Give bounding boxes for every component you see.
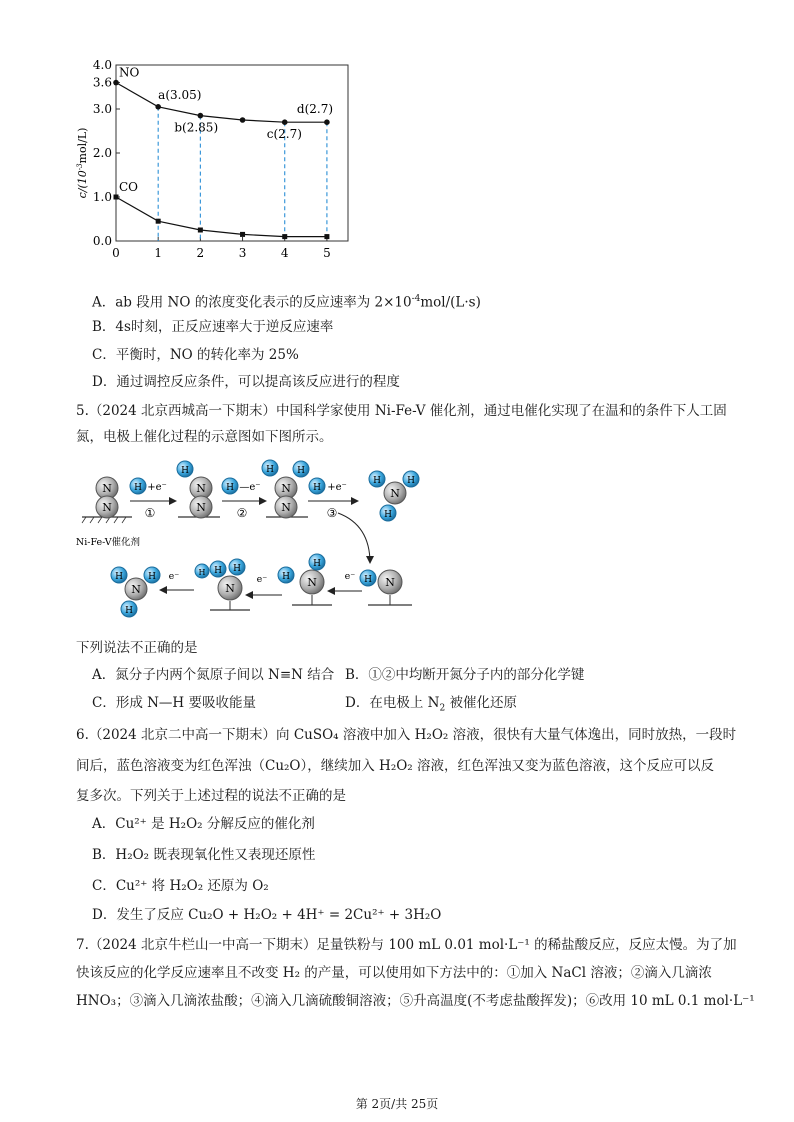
point-annotation: d(2.7)	[296, 102, 334, 117]
atom-n-label: N	[281, 501, 291, 514]
electron-label: e⁻	[256, 574, 268, 585]
transition-arrow	[338, 513, 370, 563]
q5-ask: 下列说法不正确的是	[76, 640, 198, 656]
q4-option-a: A．ab 段用 NO 的浓度变化表示的反应速率为 $2\times 10^{-4}mol/(L\cdot s)$	[92, 294, 481, 311]
atom-h-label: H	[364, 575, 372, 585]
y-tick-label: 4.0	[92, 58, 112, 72]
atom-n-label: N	[196, 501, 206, 514]
point-annotation: c(2.7)	[266, 127, 302, 142]
q7-stem-line3: HNO₃；③滴入几滴浓盐酸；④滴入几滴硫酸铜溶液；⑤升高温度(不考虑盐酸挥发)；⑥改用 10 mL 0.1 mol·L⁻¹	[76, 993, 755, 1009]
data-point-no	[155, 104, 161, 110]
series-line-no	[116, 83, 327, 123]
electron-label: +e⁻	[327, 482, 347, 493]
electron-label: +e⁻	[147, 482, 167, 493]
y-tick-label: 2.0	[92, 146, 112, 160]
q5-option-c: C．形成 N—H 要吸收能量	[92, 695, 256, 711]
series-label: NO	[119, 65, 140, 80]
q6-stem-line2: 间后，蓝色溶液变为红色浑浊（Cu₂O），继续加入 H₂O₂ 溶液，红色浑浊又变为蓝色溶液，这个反应可以反	[76, 758, 714, 774]
stage6-nh2	[195, 559, 250, 610]
q6-option-d: D．发生了反应 Cu₂O + H₂O₂ + 4H⁺ = 2Cu²⁺ + 3H₂O	[92, 907, 442, 923]
x-tick-label: 3	[238, 246, 247, 260]
atom-n-label: N	[225, 582, 235, 595]
data-point-no	[240, 117, 246, 123]
atom-h-label: H	[297, 466, 305, 476]
electron-label: —e⁻	[239, 482, 261, 493]
page-footer: 第 2页/共 25页	[355, 1097, 439, 1111]
data-point-co	[114, 195, 119, 200]
x-tick-label: 2	[196, 246, 205, 260]
series-label: CO	[119, 180, 139, 194]
data-point-no	[198, 113, 204, 119]
data-point-no	[113, 80, 119, 86]
q6-option-b: B．H₂O₂ 既表现氧化性又表现还原性	[92, 847, 316, 863]
atom-h-label: H	[214, 566, 222, 576]
atom-n-label: N	[390, 487, 400, 500]
step-label: ①	[144, 506, 156, 520]
point-annotation: b(2.85)	[174, 120, 219, 135]
atom-h-label: H	[148, 572, 156, 582]
step-label: ②	[236, 506, 248, 520]
step2-arrow	[222, 478, 266, 520]
data-point-no	[282, 119, 288, 125]
y-tick-label: 3.0	[92, 102, 112, 116]
q4-option-b: B．4s时刻，正反应速率大于逆反应速率	[92, 319, 334, 335]
step4-arrow	[328, 570, 376, 591]
atom-h-label: H	[313, 559, 321, 569]
x-tick-label: 5	[323, 246, 331, 260]
y-tick-label: 3.6	[92, 75, 112, 90]
atom-h-label: H	[313, 483, 321, 493]
atom-n-label: N	[131, 583, 141, 596]
atom-n-label: N	[385, 576, 395, 589]
atom-h-label: H	[266, 465, 274, 475]
electron-label: e⁻	[344, 571, 356, 582]
released-nh3-bottom	[111, 567, 160, 617]
step5-arrow	[246, 574, 282, 595]
plot-frame	[116, 65, 348, 241]
released-nh3-top	[369, 471, 419, 521]
atom-h-label: H	[282, 572, 290, 582]
q5-option-a: A．氮分子内两个氮原子间以 N≡N 结合	[92, 667, 335, 683]
q6-option-c: C．Cu²⁺ 将 H₂O₂ 还原为 O₂	[92, 878, 269, 894]
data-point-co	[282, 234, 287, 239]
q5-stem-line1: 5.（2024 北京西城高一下期末）中国科学家使用 Ni-Fe-V 催化剂，通过电催化实现了在温和的条件下人工固	[76, 403, 727, 419]
x-tick-label: 0	[112, 246, 120, 260]
y-tick-label: 1.0	[92, 190, 112, 204]
atom-h-label: H	[198, 568, 206, 577]
series-line-co	[116, 197, 327, 237]
stage2-n2h	[177, 461, 220, 518]
atom-h-label: H	[125, 606, 133, 616]
x-tick-label: 4	[280, 246, 289, 260]
data-point-co	[324, 234, 329, 239]
atom-h-label: H	[115, 572, 123, 582]
atom-h-label: H	[134, 483, 142, 493]
atom-h-label: H	[407, 476, 415, 486]
data-point-co	[240, 232, 245, 237]
q5-option-d: D．在电极上 $N_2$ 被催化还原	[345, 695, 517, 714]
atom-h-label: H	[384, 510, 392, 520]
atom-h-label: H	[233, 564, 241, 574]
concentration-chart	[70, 55, 370, 265]
data-point-no	[324, 119, 330, 125]
x-tick-label: 1	[154, 246, 163, 260]
atom-n-label: N	[102, 501, 112, 514]
atom-h-label: H	[181, 466, 189, 476]
q4-option-d: D．通过调控反应条件，可以提高该反应进行的程度	[92, 374, 400, 390]
stage5-nh	[278, 554, 332, 605]
point-annotation: a(3.05)	[158, 87, 202, 102]
atom-n-label: N	[281, 482, 291, 495]
catalysis-diagram	[70, 455, 430, 630]
q6-stem-line3: 复多次。下列关于上述过程的说法不正确的是	[76, 788, 346, 804]
atom-n-label: N	[102, 482, 112, 495]
step1-arrow	[130, 478, 176, 520]
q6-stem-line1: 6.（2024 北京二中高一下期末）向 CuSO₄ 溶液中加入 H₂O₂ 溶液，很快有大量气体逸出，同时放热，一段时	[76, 727, 737, 743]
step6-arrow	[160, 571, 194, 590]
q5-stem-line2: 氮，电极上催化过程的示意图如下图所示。	[76, 429, 333, 445]
stage3-n2h2	[262, 460, 309, 518]
electron-label: e⁻	[168, 571, 180, 582]
y-tick-label: 0.0	[92, 234, 112, 248]
atom-n-label: N	[307, 576, 317, 589]
step3-arrow	[308, 478, 358, 520]
q7-stem-line2: 快该反应的化学反应速率且不改变 H₂ 的产量，可以使用如下方法中的：①加入 NaCl 溶液；②滴入几滴浓	[76, 965, 712, 981]
q4-option-c: C．平衡时，NO 的转化率为 25%	[92, 347, 299, 363]
atom-n-label: N	[196, 482, 206, 495]
q6-option-a: A．Cu²⁺ 是 H₂O₂ 分解反应的催化剂	[92, 816, 315, 832]
atom-h-label: H	[373, 476, 381, 486]
y-axis-label: $c/(10^{-3}mol/L)$	[76, 127, 89, 199]
data-point-co	[156, 219, 161, 224]
data-point-co	[198, 228, 203, 233]
catalyst-label: Ni-Fe-V催化剂	[75, 537, 141, 548]
q5-option-b: B．①②中均断开氮分子内的部分化学键	[345, 667, 585, 683]
q7-stem-line1: 7.（2024 北京牛栏山一中高一下期末）足量铁粉与 100 mL 0.01 mol·L⁻¹ 的稀盐酸反应，反应太慢。为了加	[76, 937, 737, 953]
step-label: ③	[326, 506, 338, 520]
atom-h-label: H	[226, 483, 234, 493]
